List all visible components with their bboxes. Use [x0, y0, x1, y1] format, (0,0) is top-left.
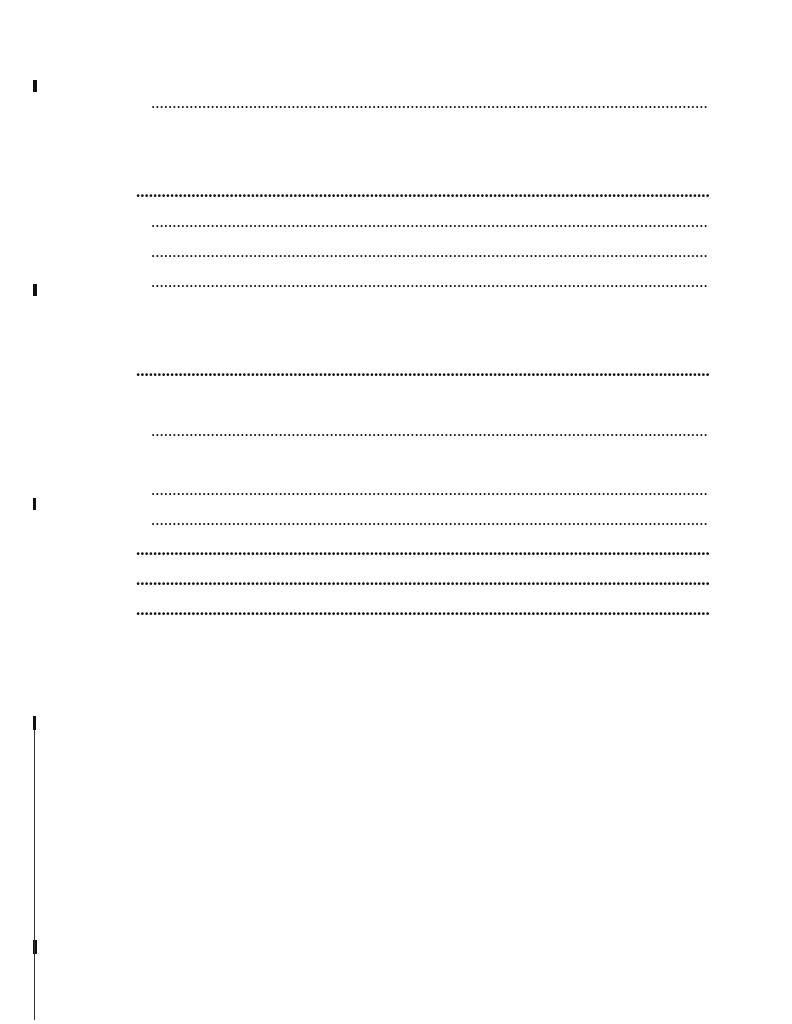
dot-leader	[151, 505, 709, 535]
table-of-contents	[135, 88, 711, 624]
toc-entry-4-3	[135, 267, 711, 297]
toc-chapter-4-title-line-3	[135, 177, 711, 207]
toc-entry-5-2-line-2	[135, 475, 711, 505]
dot-leader	[136, 356, 709, 386]
toc-entry-4-1	[135, 207, 711, 237]
toc-entry-3-3	[135, 88, 711, 118]
toc-entry-5-2-line-1	[135, 446, 711, 476]
toc-chapter-5-title-line-1	[135, 297, 711, 327]
toc-chapter-5-title-line-3	[135, 356, 711, 386]
binding-mark	[33, 716, 36, 730]
dot-leader	[151, 237, 709, 267]
binding-mark	[33, 498, 36, 510]
dot-leader	[151, 88, 709, 118]
dot-leader	[136, 565, 709, 595]
dot-leader	[136, 595, 709, 625]
dot-leader	[151, 267, 709, 297]
binding-edge-line	[34, 730, 35, 1020]
toc-entry-5-3	[135, 505, 711, 535]
toc-conclusion	[135, 535, 711, 565]
toc-entry-5-1-line-1	[135, 386, 711, 416]
toc-literature	[135, 565, 711, 595]
dot-leader	[151, 475, 709, 505]
toc-appendices	[135, 595, 711, 625]
toc-entry-5-1-line-2	[135, 416, 711, 446]
binding-mark	[33, 80, 37, 92]
toc-chapter-4-title-line-1	[135, 118, 711, 148]
dot-leader	[136, 535, 709, 565]
dot-leader	[136, 177, 709, 207]
binding-mark	[33, 284, 37, 296]
toc-entry-4-2	[135, 237, 711, 267]
toc-chapter-4-title-line-2	[135, 148, 711, 178]
toc-chapter-5-title-line-2	[135, 326, 711, 356]
dot-leader	[151, 207, 709, 237]
dot-leader	[151, 416, 709, 446]
